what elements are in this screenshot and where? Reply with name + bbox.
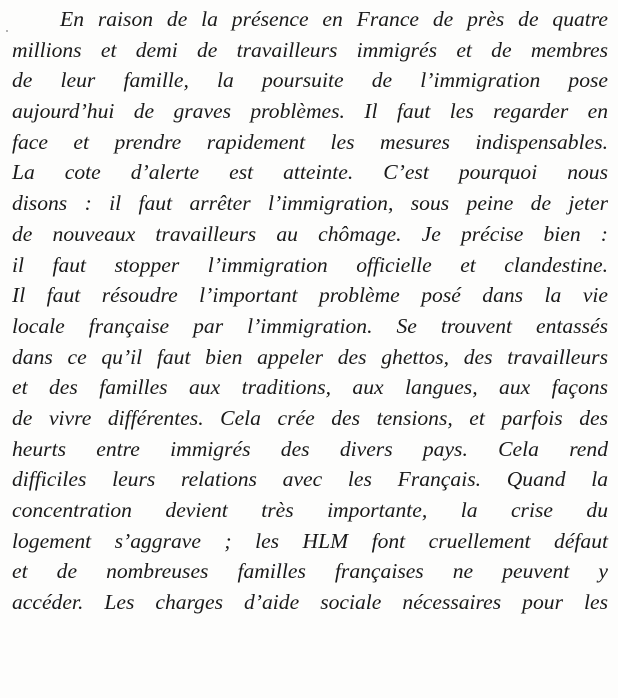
scan-speck [6, 30, 8, 32]
text-line: accéder. Les charges d’aide sociale nécessaires pour les [12, 590, 608, 615]
text-line: disons : il faut arrêter l’immigration, sous peine de jeter [12, 191, 608, 216]
text-line: dans ce qu’il faut bien appeler des ghettos, des travailleurs [12, 344, 608, 369]
text-line: aujourd’hui de graves problèmes. Il faut les regarder en [12, 99, 608, 124]
text-line: locale française par l’immigration. Se trouvent entassés [12, 313, 608, 338]
text-line: et de nombreuses familles françaises ne peuvent y [12, 559, 608, 584]
text-line: de vivre différentes. Cela crée des tensions, et parfois des [12, 405, 608, 430]
text-line: concentration devient très importante, la crise du [12, 498, 608, 522]
text-line: il faut stopper l’immigration officielle et clandestine. [12, 252, 608, 277]
text-line: de nouveaux travailleurs au chômage. Je précise bien : [12, 221, 608, 246]
text-line: En raison de la présence en France de près de quatre [60, 7, 608, 31]
text-line: heurts entre immigrés des divers pays. Cela rend [12, 436, 608, 461]
text-line: difficiles leurs relations avec les Français. Quand la [12, 467, 608, 492]
paragraph [12, 4, 608, 618]
text-line: Il faut résoudre l’important problème posé dans la vie [12, 283, 608, 308]
text-line: logement s’aggrave ; les HLM font cruellement défaut [12, 528, 608, 553]
text-line: et des familles aux traditions, aux langues, aux façons [12, 375, 608, 400]
text-line: de leur famille, la poursuite de l’immigration pose [12, 68, 608, 93]
text-line: millions et demi de travailleurs immigrés et de membres [12, 37, 608, 62]
text-line: La cote d’alerte est atteinte. C’est pourquoi nous [12, 160, 608, 185]
text-line: face et prendre rapidement les mesures indispensables. [12, 129, 608, 154]
